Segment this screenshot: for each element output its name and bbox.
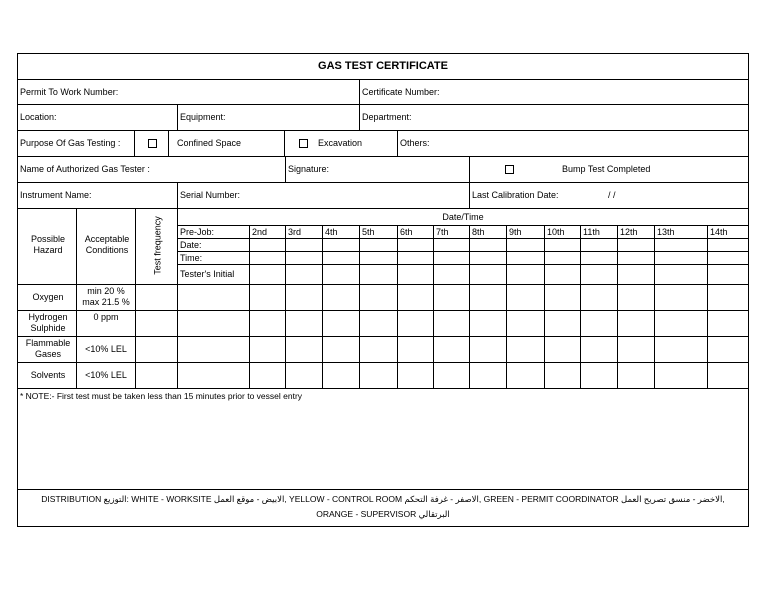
condition-solvents: <10% LEL (85, 370, 127, 380)
serial-number-field[interactable]: Serial Number: (180, 190, 241, 200)
hazard-flammable-gases: Flammable Gases (25, 338, 71, 359)
datetime-header: Date/Time (442, 212, 484, 222)
row-label-initial: Tester's Initial (180, 269, 235, 279)
row-label-date: Date: (180, 240, 202, 250)
certificate-number-field[interactable]: Certificate Number: (362, 86, 440, 97)
department-field[interactable]: Department: (362, 112, 412, 122)
test-col-11th: 11th (583, 227, 600, 237)
note-text: * NOTE:- First test must be taken less than 15 minutes prior to vessel entry (20, 391, 303, 401)
test-col-12th: 12th (620, 227, 638, 237)
test-col-3rd: 3rd (288, 227, 302, 237)
hazard-solvents: Solvents (30, 370, 66, 380)
test-grid (18, 209, 748, 389)
page-title: GAS TEST CERTIFICATE (318, 60, 448, 72)
hazard-oxygen: Oxygen (32, 292, 64, 302)
test-col-9th: 9th (509, 227, 522, 237)
test-col-4th: 4th (325, 227, 338, 237)
hazard-hydrogen-sulphide: Hydrogen Sulphide (28, 312, 68, 333)
col-frequency-header: Test frequency (152, 216, 163, 275)
title-row (18, 54, 748, 80)
bump-test-label: Bump Test Completed (562, 164, 651, 174)
location-field[interactable]: Location: (20, 112, 57, 122)
purpose-label: Purpose Of Gas Testing : (20, 138, 121, 148)
col-conditions-header: Acceptable Conditions (84, 234, 130, 255)
equipment-field[interactable]: Equipment: (180, 112, 226, 122)
test-col-14th: 14th (710, 227, 728, 237)
instrument-row (18, 183, 748, 209)
confined-space-label: Confined Space (177, 138, 242, 148)
condition-hydrogen-sulphide: 0 ppm (93, 312, 119, 322)
location-row (18, 105, 748, 131)
row-label-time: Time: (180, 253, 203, 263)
calibration-date-label: Last Calibration Date: (472, 190, 559, 200)
others-field[interactable]: Others: (400, 138, 430, 148)
confined-space-checkbox[interactable] (146, 131, 166, 156)
distribution-line-2: ORANGE - SUPERVISOR البرتقالي (316, 509, 450, 519)
row-label-prejob: Pre-Job: (180, 227, 215, 237)
col-hazard-header: Possible Hazard (30, 234, 66, 255)
permit-row (18, 80, 748, 105)
purpose-row (18, 131, 748, 157)
condition-flammable-gases: <10% LEL (85, 344, 127, 354)
test-col-2nd: 2nd (252, 227, 268, 237)
distribution-line-1: DISTRIBUTION التوزيع: WHITE - WORKSITE الابيض - موقع العمل, YELLOW - CONTROL ROOM الاصفر - غرفة التحكم, GREEN - PERMIT COORDINATOR الاخضر - منسق تصريح العمل, (41, 494, 725, 504)
tester-row (18, 157, 748, 183)
instrument-name-field[interactable]: Instrument Name: (20, 190, 92, 200)
bump-test-checkbox[interactable] (503, 157, 523, 182)
calibration-date-value[interactable]: / / (608, 190, 616, 200)
permit-number-field[interactable]: Permit To Work Number: (20, 86, 119, 97)
test-col-6th: 6th (400, 227, 413, 237)
test-col-13th: 13th (657, 227, 675, 237)
test-col-7th: 7th (436, 227, 449, 237)
excavation-label: Excavation (318, 138, 363, 148)
tester-name-field[interactable]: Name of Authorized Gas Tester : (20, 164, 150, 174)
test-col-10th: 10th (547, 227, 565, 237)
excavation-checkbox[interactable] (297, 131, 317, 156)
test-col-5th: 5th (362, 227, 375, 237)
gas-test-certificate (17, 53, 749, 527)
test-col-8th: 8th (472, 227, 485, 237)
condition-oxygen: min 20 % max 21.5 % (82, 286, 130, 307)
signature-field[interactable]: Signature: (288, 164, 330, 174)
